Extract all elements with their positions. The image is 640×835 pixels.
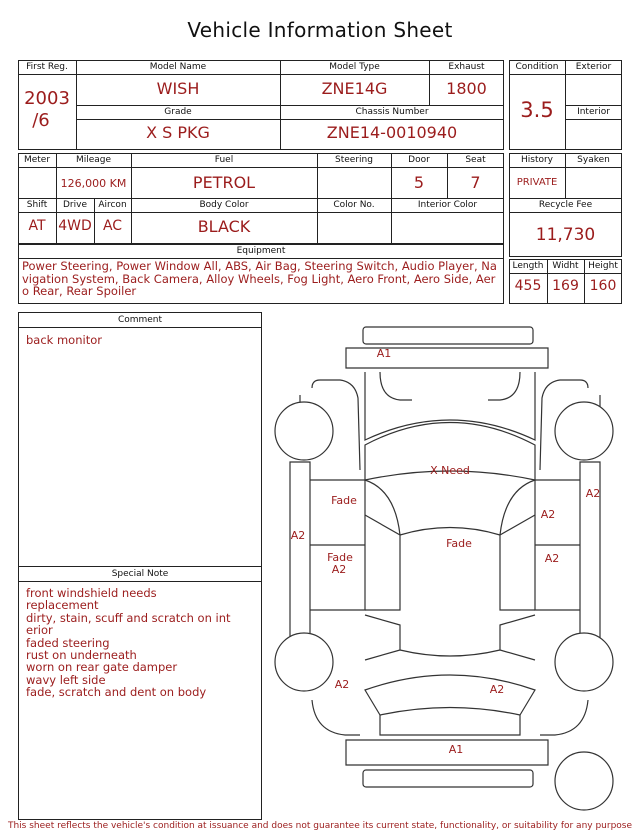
model-type-label: Model Type (329, 62, 380, 72)
grade-label: Grade (164, 107, 192, 117)
length-label: Length (512, 261, 544, 271)
mark-roof: Fade (446, 537, 472, 550)
mark-windshield: X Need (430, 464, 470, 477)
disclaimer-footer: This sheet reflects the vehicle's condition at issuance and does not guarantee its current state, functionality, or suitability for any purpose (7, 821, 633, 831)
exhaust-label: Exhaust (448, 62, 485, 72)
special-note-item: wavy left side (26, 672, 106, 687)
color-no-label: Color No. (333, 200, 375, 210)
aircon-value: AC (102, 218, 123, 234)
mark-left-rear: A2 (334, 678, 350, 691)
mark-right-front-door: A2 (540, 508, 556, 521)
equipment-text: Power Steering, Power Window All, ABS, Air Bag, Steering Switch, Audio Player, Navigation System, Back Camera, Alloy Wheels, Fog Light, Aero Front, Aero Side, Aero Rear, Rear Spoiler (22, 259, 497, 298)
body-color-value: BLACK (197, 217, 251, 236)
mark-right-front-fender: A2 (585, 487, 601, 500)
first-reg-label: First Reg. (26, 62, 68, 72)
height-value: 160 (589, 278, 617, 294)
condition-value: 3.5 (520, 98, 554, 122)
exhaust-value: 1800 (446, 79, 487, 98)
mark-left-door-rear-2: A2 (331, 563, 347, 576)
special-note-item: dirty, stain, scuff and scratch on interior (26, 610, 231, 638)
fuel-value: PETROL (192, 173, 256, 192)
interior-label: Interior (577, 107, 610, 117)
steering-label: Steering (335, 155, 373, 165)
mark-rear-bumper: A1 (448, 743, 464, 756)
first-reg-month: /6 (32, 110, 50, 131)
width-label: Widht (552, 261, 579, 271)
length-value: 455 (514, 278, 542, 294)
equipment-label: Equipment (236, 246, 286, 256)
mark-left-front-fender: A2 (290, 529, 306, 542)
seat-value: 7 (470, 173, 481, 192)
model-name-label: Model Name (149, 62, 207, 72)
first-reg-year: 2003 (24, 88, 70, 109)
mark-rear-gate: A2 (489, 683, 505, 696)
door-label: Door (408, 155, 430, 165)
comment-text: back monitor (26, 333, 102, 347)
recycle-fee-label: Recycle Fee (538, 200, 593, 210)
height-label: Height (588, 261, 618, 271)
special-note-item: front windshield needs replacement (26, 586, 157, 613)
special-note-item: fade, scratch and dent on body (26, 685, 207, 700)
recycle-fee-value: 11,730 (535, 225, 596, 245)
shift-value: AT (28, 218, 46, 234)
model-type-value: ZNE14G (321, 79, 388, 98)
special-note-list (26, 587, 231, 699)
special-note-item: faded steering (26, 635, 110, 650)
fuel-label: Fuel (214, 155, 234, 165)
meter-label: Meter (23, 155, 51, 165)
page-title: Vehicle Information Sheet (187, 18, 453, 42)
body-color-label: Body Color (199, 200, 249, 210)
drive-label: Drive (63, 200, 87, 210)
exterior-label: Exterior (575, 62, 612, 72)
chassis-number-label: Chassis Number (355, 107, 429, 117)
special-note-item: rust on underneath (26, 648, 137, 663)
seat-label: Seat (465, 155, 486, 165)
syaken-label: Syaken (577, 155, 610, 165)
history-label: History (520, 155, 554, 165)
model-name-value: WISH (156, 79, 200, 98)
chassis-number-value: ZNE14-0010940 (326, 123, 458, 142)
drive-value: 4WD (58, 218, 92, 234)
interior-color-label: Interior Color (417, 200, 478, 210)
door-value: 5 (413, 173, 425, 192)
special-note-item: worn on rear gate damper (26, 660, 178, 675)
special-note-label: Special Note (111, 569, 169, 579)
condition-label: Condition (515, 62, 559, 72)
mark-right-rear-door: A2 (544, 552, 560, 565)
width-value: 169 (552, 278, 579, 294)
mileage-value: 126,000 KM (60, 177, 127, 190)
mark-front-bumper: A1 (376, 347, 392, 360)
mark-left-door-rear: Fade (327, 551, 353, 564)
comment-label: Comment (117, 315, 163, 325)
aircon-label: Aircon (98, 200, 127, 210)
mark-hood-left: Fade (331, 494, 357, 507)
history-value: PRIVATE (516, 177, 558, 188)
shift-label: Shift (26, 200, 48, 210)
grade-value: X S PKG (146, 123, 210, 142)
mileage-label: Mileage (75, 155, 112, 165)
